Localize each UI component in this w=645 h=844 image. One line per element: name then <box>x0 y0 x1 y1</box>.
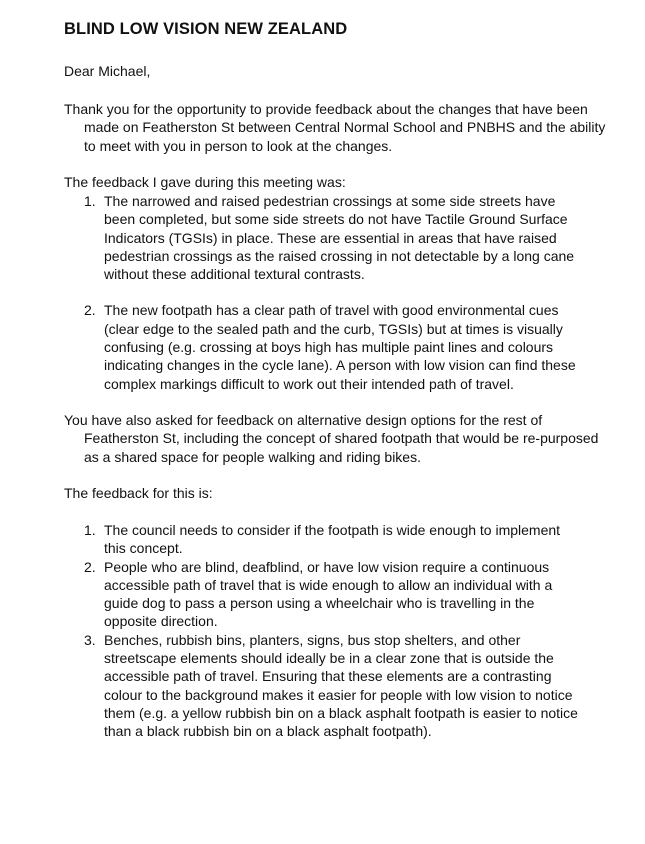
list-item-text: The new footpath has a clear path of travel with good environmental cues (clear edge to the sealed path and the curb, TGSIs) but at times is visually confusing (e.g. crossing at boys high has multiple paint lines and colours indicating changes in the cycle lane). A person with low vision can find these complex markings difficult to work out their intended path of travel. <box>104 302 576 392</box>
list-item-text: The council needs to consider if the footpath is wide enough to implement this concept. <box>104 522 561 557</box>
list-item-number: 2. <box>84 302 96 319</box>
intro-paragraph: Thank you for the opportunity to provide feedback about the changes that have been made on Featherston St between Central Normal School and PNBHS and the ability to meet with you in person to look at the changes. <box>64 101 606 154</box>
list-item-text: People who are blind, deafblind, or have low vision require a continuous accessible path of travel that is wide enough to allow an individual with a guide dog to pass a person using a wheelchair who is travelling in the opposite direction. <box>104 558 553 630</box>
organisation-heading: BLIND LOW VISION NEW ZEALAND <box>64 20 348 38</box>
alternative-feedback-intro: The feedback for this is: <box>64 485 213 501</box>
alternative-design-paragraph: You have also asked for feedback on alternative design options for the rest of Featherston St, including the concept of shared footpath that would be re-purposed as a shared space for people walking and riding bikes. <box>64 412 599 465</box>
alternative-feedback-list <box>84 521 584 741</box>
list-item <box>84 192 584 283</box>
list-item-number: 1. <box>84 193 96 209</box>
list-item-number: 2. <box>84 558 96 575</box>
meeting-feedback-list <box>84 192 584 393</box>
list-item-number: 3. <box>84 631 96 648</box>
list-item <box>84 631 584 741</box>
list-item <box>84 521 584 558</box>
list-item <box>84 558 584 631</box>
list-item-text: The narrowed and raised pedestrian crossings at some side streets have been completed, but some side streets do not have Tactile Ground Surface Indicators (TGSIs) in place. These are essential in areas that have raised pedestrian crossings as the raised crossing in not detectable by a long cane without these additional textural contrasts. <box>104 193 575 283</box>
salutation: Dear Michael, <box>64 63 151 79</box>
list-item-text: Benches, rubbish bins, planters, signs, bus stop shelters, and other streetscape elements should ideally be in a clear zone that is outside the accessible path of travel. Ensuring that these elements are a contrasting colour to the background makes it easier for people with low vision to notice them (e.g. a yellow rubbish bin on a black asphalt footpath is easier to notice than a black rubbish bin on a black asphalt footpath). <box>104 631 578 740</box>
list-item <box>84 301 584 392</box>
list-item-number: 1. <box>84 522 96 538</box>
meeting-feedback-intro: The feedback I gave during this meeting was: <box>64 174 346 190</box>
